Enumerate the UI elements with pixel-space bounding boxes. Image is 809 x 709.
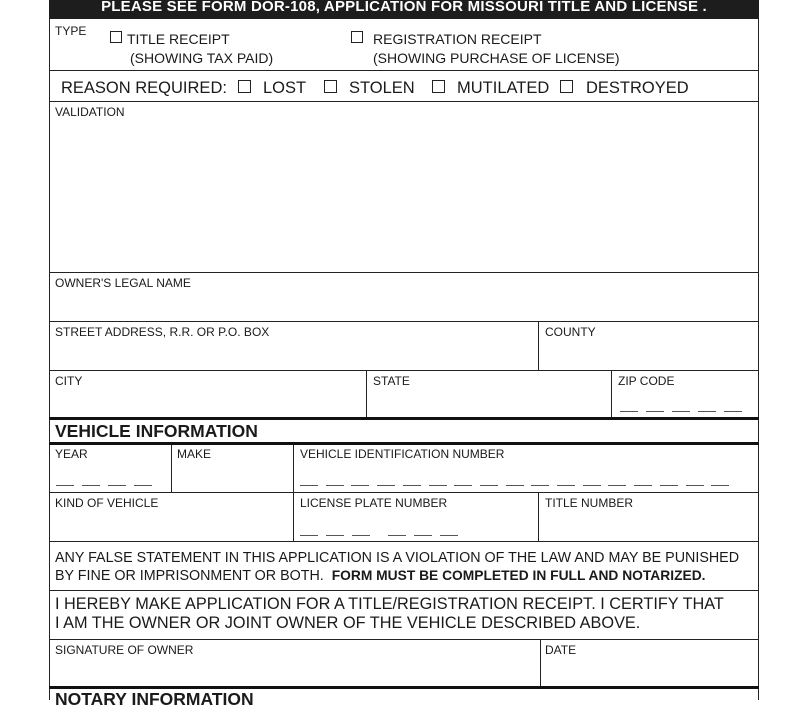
street-address-label: STREET ADDRESS, R.R. OR P.O. BOX	[55, 325, 270, 339]
vin-char-slot	[711, 485, 729, 486]
state-label: STATE	[373, 374, 410, 388]
make-field[interactable]	[172, 445, 293, 492]
city-label: CITY	[55, 374, 83, 388]
vin-char-slot	[480, 485, 498, 486]
destroyed-checkbox[interactable]	[560, 80, 573, 93]
zip-digit-slot	[724, 411, 742, 412]
vehicle-information-heading: VEHICLE INFORMATION	[55, 421, 258, 441]
registration-receipt-label: REGISTRATION RECEIPT	[373, 31, 542, 47]
divider	[49, 70, 759, 71]
validation-area	[50, 102, 758, 272]
zip-digit-slot	[646, 411, 664, 412]
notarized-requirement-text: FORM MUST BE COMPLETED IN FULL AND NOTARIZED.	[331, 568, 706, 583]
street-address-field[interactable]	[50, 322, 538, 370]
vin-char-slot	[506, 485, 524, 486]
vin-char-slot	[300, 485, 318, 486]
destroyed-label: DESTROYED	[586, 79, 689, 97]
vin-char-slot	[429, 485, 447, 486]
divider	[49, 541, 759, 542]
certification-line1: I HEREBY MAKE APPLICATION FOR A TITLE/REGISTRATION RECEIPT. I CERTIFY THAT	[55, 595, 724, 613]
title-receipt-checkbox[interactable]	[110, 31, 122, 43]
make-label: MAKE	[177, 447, 212, 461]
mutilated-label: MUTILATED	[457, 79, 550, 97]
lost-label: LOST	[263, 79, 307, 97]
zip-digit-slot	[698, 411, 716, 412]
owner-legal-name-field[interactable]	[50, 273, 758, 321]
form-banner: PLEASE SEE FORM DOR-108, APPLICATION FOR MISSOURI TITLE AND LICENSE .	[49, 0, 759, 19]
county-label: COUNTY	[545, 325, 596, 339]
title-receipt-label: TITLE RECEIPT	[127, 31, 230, 47]
date-label: DATE	[545, 643, 577, 657]
title-receipt-sublabel: (SHOWING TAX PAID)	[130, 50, 274, 66]
vin-char-slot	[583, 485, 601, 486]
signature-of-owner-label: SIGNATURE OF OWNER	[55, 643, 194, 657]
year-digit-slot	[134, 485, 152, 486]
vin-char-slot	[634, 485, 652, 486]
mutilated-checkbox[interactable]	[432, 80, 445, 93]
plate-char-slot	[300, 535, 318, 536]
vin-char-slot	[557, 485, 575, 486]
plate-char-slot	[414, 535, 432, 536]
lost-checkbox[interactable]	[238, 80, 251, 93]
plate-char-slot	[352, 535, 370, 536]
signature-of-owner-field[interactable]	[50, 640, 540, 687]
zip-digit-slot	[672, 411, 690, 412]
vin-char-slot	[608, 485, 626, 486]
year-digit-slot	[82, 485, 100, 486]
certification-line2: I AM THE OWNER OR JOINT OWNER OF THE VEHICLE DESCRIBED ABOVE.	[55, 614, 641, 632]
vin-label: VEHICLE IDENTIFICATION NUMBER	[300, 447, 505, 461]
license-plate-number-label: LICENSE PLATE NUMBER	[300, 496, 448, 510]
stolen-label: STOLEN	[349, 79, 415, 97]
zip-code-label: ZIP CODE	[618, 374, 675, 388]
registration-receipt-checkbox[interactable]	[351, 31, 363, 43]
false-statement-warning-line2	[55, 567, 706, 585]
plate-char-slot	[326, 535, 344, 536]
vin-char-slot	[660, 485, 678, 486]
vin-char-slot	[454, 485, 472, 486]
state-field[interactable]	[367, 371, 611, 418]
false-statement-warning-text: BY FINE OR IMPRISONMENT OR BOTH.	[55, 568, 324, 584]
vin-char-slot	[403, 485, 421, 486]
notary-information-heading: NOTARY INFORMATION	[55, 689, 254, 709]
divider	[49, 590, 759, 591]
vin-char-slot	[377, 485, 395, 486]
title-number-field[interactable]	[539, 493, 758, 541]
kind-of-vehicle-label: KIND OF VEHICLE	[55, 496, 159, 510]
section-divider	[49, 417, 759, 420]
county-field[interactable]	[539, 322, 758, 370]
year-label: YEAR	[55, 447, 88, 461]
date-field[interactable]	[541, 640, 758, 687]
city-field[interactable]	[50, 371, 366, 418]
vin-char-slot	[686, 485, 704, 486]
vin-char-slot	[351, 485, 369, 486]
plate-char-slot	[388, 535, 406, 536]
zip-digit-slot	[620, 411, 638, 412]
registration-receipt-sublabel: (SHOWING PURCHASE OF LICENSE)	[373, 50, 620, 66]
year-digit-slot	[56, 485, 74, 486]
year-digit-slot	[108, 485, 126, 486]
license-plate-number-field[interactable]	[294, 493, 538, 541]
reason-required-label: REASON REQUIRED:	[61, 79, 227, 97]
owner-legal-name-label: OWNER'S LEGAL NAME	[55, 276, 191, 290]
title-number-label: TITLE NUMBER	[545, 496, 634, 510]
vin-char-slot	[531, 485, 549, 486]
validation-label: VALIDATION	[55, 105, 125, 119]
kind-of-vehicle-field[interactable]	[50, 493, 293, 541]
vin-char-slot	[326, 485, 344, 486]
plate-char-slot	[440, 535, 458, 536]
type-label: TYPE	[55, 24, 87, 38]
false-statement-warning-line1: ANY FALSE STATEMENT IN THIS APPLICATION IS A VIOLATION OF THE LAW AND MAY BE PUNISHED	[55, 550, 740, 566]
stolen-checkbox[interactable]	[324, 80, 337, 93]
